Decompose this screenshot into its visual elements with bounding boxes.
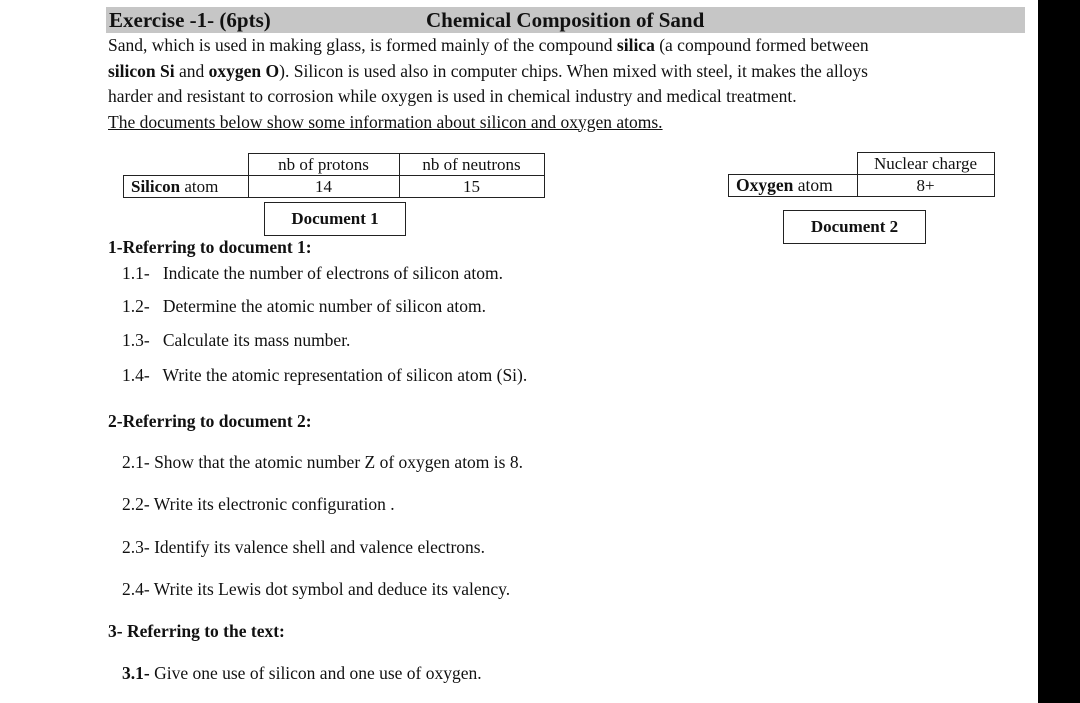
- intro-paragraph: [108, 33, 1008, 135]
- question-1-2: 1.2- Determine the atomic number of silicon atom.: [122, 296, 486, 316]
- part1-heading: 1-Referring to document 1:: [108, 237, 312, 257]
- question-1-3: 1.3- Calculate its mass number.: [122, 330, 351, 350]
- screen-edge-bar: [1038, 0, 1080, 703]
- oxygen-row-label: Oxygen atom: [729, 175, 858, 197]
- question-2-4: 2.4- Write its Lewis dot symbol and deduce its valency.: [122, 579, 511, 599]
- intro-line-3: harder and resistant to corrosion while oxygen is used in chemical industry and medical treatment.: [108, 86, 797, 106]
- question-2-2: 2.2- Write its electronic configuration .: [122, 494, 395, 514]
- neutrons-header: nb of neutrons: [399, 154, 544, 176]
- intro-line-2: silicon Si and oxygen O). Silicon is used also in computer chips. When mixed with steel, it makes the alloys: [108, 60, 868, 81]
- protons-header: nb of protons: [248, 154, 399, 176]
- document-1-label: Document 1: [264, 202, 406, 236]
- silicon-row-label: Silicon atom: [124, 176, 249, 198]
- exercise-title-bar: [106, 7, 1025, 33]
- empty-corner-cell: [124, 154, 249, 176]
- silicon-neutrons-value: 15: [399, 176, 544, 198]
- question-1-4: 1.4- Write the atomic representation of silicon atom (Si).: [122, 365, 528, 385]
- intro-line-4: The documents below show some information about silicon and oxygen atoms.: [108, 111, 663, 132]
- exercise-title: Chemical Composition of Sand: [426, 8, 705, 32]
- exercise-number: Exercise -1- (6pts): [109, 8, 271, 32]
- silicon-data-table: [123, 153, 545, 198]
- oxygen-charge-value: 8+: [857, 175, 994, 197]
- question-3-1: 3.1- Give one use of silicon and one use of oxygen.: [122, 663, 482, 683]
- nuclear-charge-header: Nuclear charge: [857, 153, 994, 175]
- part3-heading: 3- Referring to the text:: [108, 621, 285, 641]
- question-1-1: 1.1- Indicate the number of electrons of silicon atom.: [122, 263, 503, 283]
- question-2-1: 2.1- Show that the atomic number Z of oxygen atom is 8.: [122, 452, 523, 472]
- intro-line-1: Sand, which is used in making glass, is formed mainly of the compound silica (a compound formed between: [108, 35, 869, 55]
- question-2-3: 2.3- Identify its valence shell and valence electrons.: [122, 537, 485, 557]
- silicon-protons-value: 14: [248, 176, 399, 198]
- empty-corner-cell: [729, 153, 858, 175]
- document-2-label: Document 2: [783, 210, 926, 244]
- part2-heading: 2-Referring to document 2:: [108, 411, 312, 431]
- oxygen-data-table: [728, 152, 995, 197]
